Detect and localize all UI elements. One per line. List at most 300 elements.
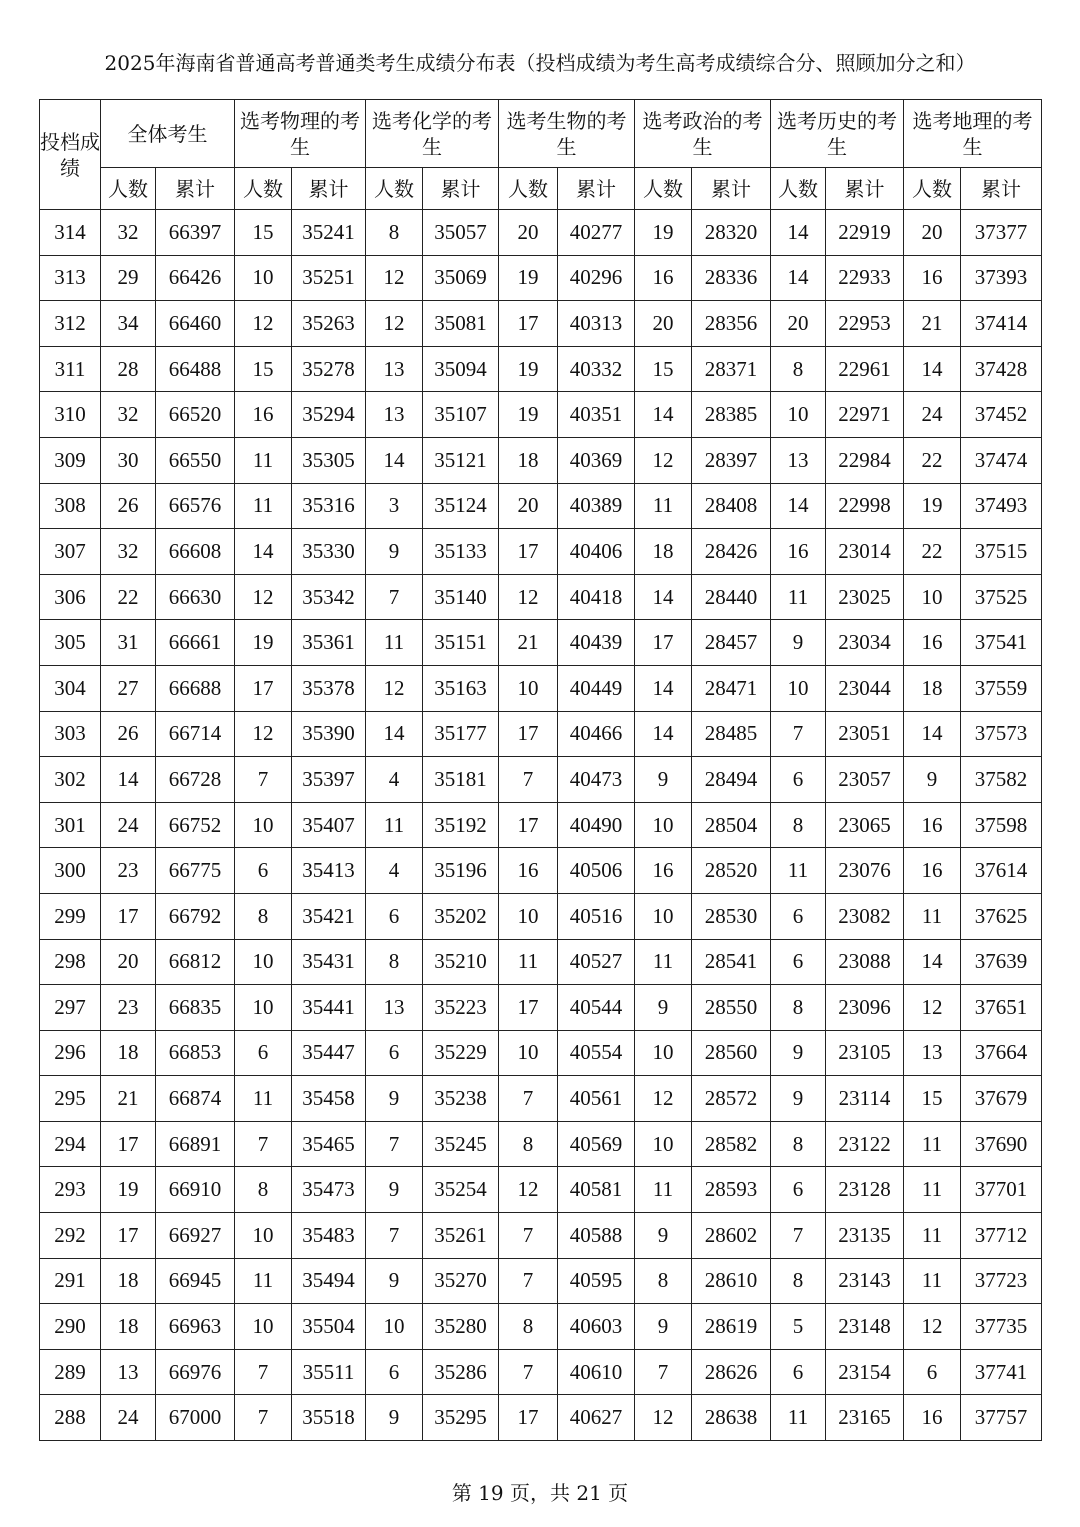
geography-cumulative-cell: 37639 (961, 939, 1042, 985)
table-row (40, 802, 1042, 848)
politics-count-cell: 9 (635, 1304, 692, 1350)
biology-count-cell: 12 (499, 574, 558, 620)
biology-count-cell: 16 (499, 848, 558, 894)
history-cumulative-cell: 22953 (826, 301, 904, 347)
politics-count-cell: 10 (635, 1030, 692, 1076)
chemistry-count-cell: 12 (366, 255, 423, 301)
biology-count-cell: 7 (499, 757, 558, 803)
score-cell: 312 (40, 301, 101, 347)
biology-cumulative-cell: 40554 (558, 1030, 635, 1076)
biology-count-cell: 18 (499, 437, 558, 483)
score-cell: 301 (40, 802, 101, 848)
chemistry-cumulative-cell: 35163 (423, 665, 499, 711)
table-row (40, 620, 1042, 666)
politics-cumulative-cell: 28504 (692, 802, 771, 848)
history-cumulative-cell: 23014 (826, 529, 904, 575)
politics-cumulative-cell: 28530 (692, 893, 771, 939)
physics-count-cell: 15 (235, 346, 292, 392)
history-count-cell: 13 (771, 437, 826, 483)
politics-count-cell: 10 (635, 1121, 692, 1167)
sub-header-cumulative: 累计 (826, 168, 904, 210)
group-header-chemistry: 选考化学的考生 (366, 100, 499, 168)
sub-header-count: 人数 (635, 168, 692, 210)
all-count-cell: 31 (101, 620, 156, 666)
all-cumulative-cell: 66927 (156, 1213, 235, 1259)
chemistry-count-cell: 9 (366, 1076, 423, 1122)
all-count-cell: 18 (101, 1304, 156, 1350)
history-count-cell: 6 (771, 939, 826, 985)
chemistry-cumulative-cell: 35151 (423, 620, 499, 666)
geography-cumulative-cell: 37690 (961, 1121, 1042, 1167)
biology-count-cell: 17 (499, 1395, 558, 1441)
biology-cumulative-cell: 40544 (558, 985, 635, 1031)
table-row (40, 1258, 1042, 1304)
physics-cumulative-cell: 35431 (292, 939, 366, 985)
politics-count-cell: 7 (635, 1349, 692, 1395)
all-cumulative-cell: 66792 (156, 893, 235, 939)
biology-count-cell: 11 (499, 939, 558, 985)
chemistry-cumulative-cell: 35286 (423, 1349, 499, 1395)
sub-header-cumulative: 累计 (156, 168, 235, 210)
all-cumulative-cell: 66576 (156, 483, 235, 529)
politics-cumulative-cell: 28541 (692, 939, 771, 985)
physics-cumulative-cell: 35390 (292, 711, 366, 757)
sub-header-count: 人数 (499, 168, 558, 210)
politics-cumulative-cell: 28356 (692, 301, 771, 347)
physics-cumulative-cell: 35361 (292, 620, 366, 666)
politics-cumulative-cell: 28494 (692, 757, 771, 803)
history-count-cell: 5 (771, 1304, 826, 1350)
history-cumulative-cell: 23082 (826, 893, 904, 939)
all-cumulative-cell: 66976 (156, 1349, 235, 1395)
chemistry-cumulative-cell: 35094 (423, 346, 499, 392)
all-count-cell: 14 (101, 757, 156, 803)
politics-count-cell: 12 (635, 437, 692, 483)
biology-count-cell: 17 (499, 711, 558, 757)
chemistry-cumulative-cell: 35069 (423, 255, 499, 301)
geography-cumulative-cell: 37493 (961, 483, 1042, 529)
politics-cumulative-cell: 28619 (692, 1304, 771, 1350)
history-count-cell: 11 (771, 1395, 826, 1441)
all-cumulative-cell: 67000 (156, 1395, 235, 1441)
chemistry-count-cell: 12 (366, 301, 423, 347)
history-count-cell: 8 (771, 1121, 826, 1167)
politics-count-cell: 16 (635, 255, 692, 301)
biology-count-cell: 17 (499, 802, 558, 848)
politics-count-cell: 20 (635, 301, 692, 347)
physics-count-cell: 11 (235, 437, 292, 483)
history-count-cell: 11 (771, 848, 826, 894)
history-cumulative-cell: 23114 (826, 1076, 904, 1122)
politics-count-cell: 17 (635, 620, 692, 666)
politics-cumulative-cell: 28610 (692, 1258, 771, 1304)
history-cumulative-cell: 22919 (826, 210, 904, 256)
table-row (40, 255, 1042, 301)
biology-cumulative-cell: 40406 (558, 529, 635, 575)
biology-count-cell: 10 (499, 665, 558, 711)
score-cell: 293 (40, 1167, 101, 1213)
all-count-cell: 17 (101, 893, 156, 939)
history-cumulative-cell: 22961 (826, 346, 904, 392)
table-row (40, 346, 1042, 392)
score-cell: 295 (40, 1076, 101, 1122)
chemistry-cumulative-cell: 35223 (423, 985, 499, 1031)
biology-count-cell: 10 (499, 893, 558, 939)
all-count-cell: 19 (101, 1167, 156, 1213)
physics-cumulative-cell: 35330 (292, 529, 366, 575)
physics-count-cell: 7 (235, 757, 292, 803)
group-header-geography: 选考地理的考生 (904, 100, 1042, 168)
history-count-cell: 7 (771, 711, 826, 757)
chemistry-count-cell: 8 (366, 210, 423, 256)
sub-header-count: 人数 (366, 168, 423, 210)
history-count-cell: 14 (771, 210, 826, 256)
chemistry-cumulative-cell: 35202 (423, 893, 499, 939)
all-cumulative-cell: 66460 (156, 301, 235, 347)
history-cumulative-cell: 23154 (826, 1349, 904, 1395)
table-row (40, 711, 1042, 757)
all-count-cell: 26 (101, 711, 156, 757)
biology-cumulative-cell: 40389 (558, 483, 635, 529)
table-row (40, 301, 1042, 347)
politics-count-cell: 9 (635, 757, 692, 803)
all-count-cell: 32 (101, 392, 156, 438)
geography-cumulative-cell: 37559 (961, 665, 1042, 711)
all-cumulative-cell: 66397 (156, 210, 235, 256)
chemistry-cumulative-cell: 35177 (423, 711, 499, 757)
biology-count-cell: 17 (499, 529, 558, 575)
physics-cumulative-cell: 35504 (292, 1304, 366, 1350)
score-cell: 298 (40, 939, 101, 985)
all-cumulative-cell: 66550 (156, 437, 235, 483)
biology-count-cell: 19 (499, 392, 558, 438)
physics-count-cell: 10 (235, 802, 292, 848)
table-row (40, 1121, 1042, 1167)
score-cell: 311 (40, 346, 101, 392)
geography-cumulative-cell: 37723 (961, 1258, 1042, 1304)
table-row (40, 210, 1042, 256)
biology-cumulative-cell: 40313 (558, 301, 635, 347)
geography-count-cell: 19 (904, 483, 961, 529)
chemistry-cumulative-cell: 35140 (423, 574, 499, 620)
score-cell: 313 (40, 255, 101, 301)
geography-cumulative-cell: 37377 (961, 210, 1042, 256)
score-cell: 297 (40, 985, 101, 1031)
score-header: 投档成绩 (40, 100, 101, 210)
history-cumulative-cell: 23128 (826, 1167, 904, 1213)
politics-count-cell: 14 (635, 574, 692, 620)
group-header-politics: 选考政治的考生 (635, 100, 771, 168)
all-cumulative-cell: 66835 (156, 985, 235, 1031)
politics-count-cell: 15 (635, 346, 692, 392)
geography-cumulative-cell: 37515 (961, 529, 1042, 575)
politics-cumulative-cell: 28638 (692, 1395, 771, 1441)
politics-count-cell: 12 (635, 1395, 692, 1441)
score-cell: 305 (40, 620, 101, 666)
biology-count-cell: 7 (499, 1213, 558, 1259)
history-count-cell: 11 (771, 574, 826, 620)
physics-count-cell: 7 (235, 1121, 292, 1167)
chemistry-count-cell: 4 (366, 757, 423, 803)
politics-cumulative-cell: 28485 (692, 711, 771, 757)
history-count-cell: 6 (771, 757, 826, 803)
chemistry-count-cell: 6 (366, 1030, 423, 1076)
chemistry-cumulative-cell: 35210 (423, 939, 499, 985)
physics-count-cell: 10 (235, 939, 292, 985)
physics-count-cell: 11 (235, 1076, 292, 1122)
geography-count-cell: 16 (904, 255, 961, 301)
geography-cumulative-cell: 37625 (961, 893, 1042, 939)
chemistry-cumulative-cell: 35124 (423, 483, 499, 529)
biology-cumulative-cell: 40569 (558, 1121, 635, 1167)
chemistry-cumulative-cell: 35254 (423, 1167, 499, 1213)
biology-cumulative-cell: 40351 (558, 392, 635, 438)
physics-count-cell: 11 (235, 483, 292, 529)
all-cumulative-cell: 66728 (156, 757, 235, 803)
sub-header-cumulative: 累计 (558, 168, 635, 210)
chemistry-cumulative-cell: 35081 (423, 301, 499, 347)
geography-count-cell: 14 (904, 711, 961, 757)
biology-cumulative-cell: 40527 (558, 939, 635, 985)
physics-count-cell: 17 (235, 665, 292, 711)
all-count-cell: 17 (101, 1121, 156, 1167)
politics-cumulative-cell: 28520 (692, 848, 771, 894)
all-cumulative-cell: 66630 (156, 574, 235, 620)
physics-count-cell: 16 (235, 392, 292, 438)
politics-count-cell: 14 (635, 665, 692, 711)
physics-count-cell: 15 (235, 210, 292, 256)
table-body (40, 210, 1042, 1441)
all-cumulative-cell: 66874 (156, 1076, 235, 1122)
page-title: 2025年海南省普通高考普通类考生成绩分布表（投档成绩为考生高考成绩综合分、照顾加分之和） (104, 51, 976, 75)
chemistry-count-cell: 11 (366, 620, 423, 666)
geography-cumulative-cell: 37712 (961, 1213, 1042, 1259)
history-cumulative-cell: 23105 (826, 1030, 904, 1076)
table-row (40, 1167, 1042, 1213)
history-count-cell: 9 (771, 1076, 826, 1122)
biology-count-cell: 7 (499, 1349, 558, 1395)
geography-count-cell: 21 (904, 301, 961, 347)
chemistry-cumulative-cell: 35107 (423, 392, 499, 438)
history-count-cell: 6 (771, 1349, 826, 1395)
geography-count-cell: 11 (904, 1258, 961, 1304)
politics-cumulative-cell: 28572 (692, 1076, 771, 1122)
geography-count-cell: 9 (904, 757, 961, 803)
chemistry-count-cell: 12 (366, 665, 423, 711)
score-cell: 288 (40, 1395, 101, 1441)
all-cumulative-cell: 66812 (156, 939, 235, 985)
score-cell: 300 (40, 848, 101, 894)
history-count-cell: 14 (771, 483, 826, 529)
all-cumulative-cell: 66963 (156, 1304, 235, 1350)
geography-count-cell: 12 (904, 985, 961, 1031)
all-count-cell: 18 (101, 1258, 156, 1304)
geography-cumulative-cell: 37393 (961, 255, 1042, 301)
geography-count-cell: 16 (904, 848, 961, 894)
geography-count-cell: 16 (904, 620, 961, 666)
physics-count-cell: 8 (235, 1167, 292, 1213)
score-cell: 309 (40, 437, 101, 483)
politics-cumulative-cell: 28471 (692, 665, 771, 711)
biology-count-cell: 21 (499, 620, 558, 666)
physics-cumulative-cell: 35378 (292, 665, 366, 711)
geography-count-cell: 6 (904, 1349, 961, 1395)
chemistry-cumulative-cell: 35181 (423, 757, 499, 803)
sub-header-cumulative: 累计 (292, 168, 366, 210)
biology-count-cell: 17 (499, 301, 558, 347)
physics-cumulative-cell: 35407 (292, 802, 366, 848)
politics-cumulative-cell: 28336 (692, 255, 771, 301)
politics-count-cell: 10 (635, 893, 692, 939)
politics-cumulative-cell: 28560 (692, 1030, 771, 1076)
chemistry-cumulative-cell: 35229 (423, 1030, 499, 1076)
header-row-groups (40, 100, 1042, 168)
history-count-cell: 6 (771, 1167, 826, 1213)
geography-cumulative-cell: 37614 (961, 848, 1042, 894)
geography-count-cell: 16 (904, 1395, 961, 1441)
history-cumulative-cell: 23165 (826, 1395, 904, 1441)
all-count-cell: 24 (101, 802, 156, 848)
biology-count-cell: 20 (499, 210, 558, 256)
politics-count-cell: 16 (635, 848, 692, 894)
history-count-cell: 8 (771, 346, 826, 392)
physics-cumulative-cell: 35305 (292, 437, 366, 483)
physics-count-cell: 10 (235, 255, 292, 301)
group-header-history: 选考历史的考生 (771, 100, 904, 168)
chemistry-count-cell: 13 (366, 985, 423, 1031)
politics-count-cell: 9 (635, 1213, 692, 1259)
sub-header-count: 人数 (235, 168, 292, 210)
biology-cumulative-cell: 40588 (558, 1213, 635, 1259)
politics-cumulative-cell: 28408 (692, 483, 771, 529)
chemistry-count-cell: 9 (366, 1167, 423, 1213)
history-cumulative-cell: 23025 (826, 574, 904, 620)
all-count-cell: 29 (101, 255, 156, 301)
chemistry-count-cell: 11 (366, 802, 423, 848)
table-row (40, 483, 1042, 529)
geography-cumulative-cell: 37701 (961, 1167, 1042, 1213)
geography-count-cell: 14 (904, 939, 961, 985)
biology-cumulative-cell: 40627 (558, 1395, 635, 1441)
politics-cumulative-cell: 28602 (692, 1213, 771, 1259)
score-cell: 303 (40, 711, 101, 757)
geography-cumulative-cell: 37757 (961, 1395, 1042, 1441)
all-cumulative-cell: 66426 (156, 255, 235, 301)
physics-cumulative-cell: 35263 (292, 301, 366, 347)
all-count-cell: 34 (101, 301, 156, 347)
politics-count-cell: 19 (635, 210, 692, 256)
chemistry-count-cell: 9 (366, 1258, 423, 1304)
sub-header-count: 人数 (771, 168, 826, 210)
table-row (40, 665, 1042, 711)
politics-count-cell: 18 (635, 529, 692, 575)
score-cell: 290 (40, 1304, 101, 1350)
physics-count-cell: 14 (235, 529, 292, 575)
biology-cumulative-cell: 40418 (558, 574, 635, 620)
history-count-cell: 9 (771, 1030, 826, 1076)
geography-cumulative-cell: 37651 (961, 985, 1042, 1031)
physics-cumulative-cell: 35294 (292, 392, 366, 438)
physics-cumulative-cell: 35483 (292, 1213, 366, 1259)
score-cell: 310 (40, 392, 101, 438)
all-cumulative-cell: 66688 (156, 665, 235, 711)
politics-cumulative-cell: 28593 (692, 1167, 771, 1213)
physics-count-cell: 12 (235, 711, 292, 757)
physics-cumulative-cell: 35316 (292, 483, 366, 529)
score-cell: 299 (40, 893, 101, 939)
all-count-cell: 32 (101, 529, 156, 575)
all-cumulative-cell: 66910 (156, 1167, 235, 1213)
physics-count-cell: 6 (235, 1030, 292, 1076)
biology-count-cell: 7 (499, 1258, 558, 1304)
table-row (40, 437, 1042, 483)
politics-count-cell: 14 (635, 392, 692, 438)
geography-cumulative-cell: 37414 (961, 301, 1042, 347)
all-count-cell: 27 (101, 665, 156, 711)
politics-cumulative-cell: 28626 (692, 1349, 771, 1395)
biology-cumulative-cell: 40561 (558, 1076, 635, 1122)
history-cumulative-cell: 22971 (826, 392, 904, 438)
politics-cumulative-cell: 28440 (692, 574, 771, 620)
all-count-cell: 28 (101, 346, 156, 392)
history-count-cell: 10 (771, 665, 826, 711)
biology-cumulative-cell: 40449 (558, 665, 635, 711)
history-cumulative-cell: 23088 (826, 939, 904, 985)
all-count-cell: 17 (101, 1213, 156, 1259)
history-cumulative-cell: 22984 (826, 437, 904, 483)
chemistry-count-cell: 4 (366, 848, 423, 894)
physics-cumulative-cell: 35241 (292, 210, 366, 256)
table-row (40, 848, 1042, 894)
all-cumulative-cell: 66714 (156, 711, 235, 757)
score-cell: 294 (40, 1121, 101, 1167)
physics-count-cell: 10 (235, 1304, 292, 1350)
score-cell: 314 (40, 210, 101, 256)
biology-cumulative-cell: 40490 (558, 802, 635, 848)
physics-count-cell: 11 (235, 1258, 292, 1304)
history-cumulative-cell: 23122 (826, 1121, 904, 1167)
history-count-cell: 10 (771, 392, 826, 438)
score-cell: 307 (40, 529, 101, 575)
politics-count-cell: 11 (635, 939, 692, 985)
geography-count-cell: 10 (904, 574, 961, 620)
table-row (40, 757, 1042, 803)
politics-cumulative-cell: 28426 (692, 529, 771, 575)
biology-count-cell: 19 (499, 255, 558, 301)
geography-count-cell: 13 (904, 1030, 961, 1076)
physics-cumulative-cell: 35421 (292, 893, 366, 939)
chemistry-count-cell: 10 (366, 1304, 423, 1350)
chemistry-cumulative-cell: 35057 (423, 210, 499, 256)
chemistry-count-cell: 9 (366, 1395, 423, 1441)
politics-cumulative-cell: 28550 (692, 985, 771, 1031)
geography-count-cell: 11 (904, 893, 961, 939)
history-cumulative-cell: 22933 (826, 255, 904, 301)
geography-cumulative-cell: 37428 (961, 346, 1042, 392)
table-row (40, 1349, 1042, 1395)
physics-cumulative-cell: 35441 (292, 985, 366, 1031)
history-count-cell: 16 (771, 529, 826, 575)
geography-count-cell: 16 (904, 802, 961, 848)
biology-cumulative-cell: 40277 (558, 210, 635, 256)
chemistry-count-cell: 14 (366, 711, 423, 757)
history-cumulative-cell: 23148 (826, 1304, 904, 1350)
biology-cumulative-cell: 40332 (558, 346, 635, 392)
history-count-cell: 14 (771, 255, 826, 301)
chemistry-count-cell: 9 (366, 529, 423, 575)
biology-count-cell: 19 (499, 346, 558, 392)
chemistry-cumulative-cell: 35295 (423, 1395, 499, 1441)
